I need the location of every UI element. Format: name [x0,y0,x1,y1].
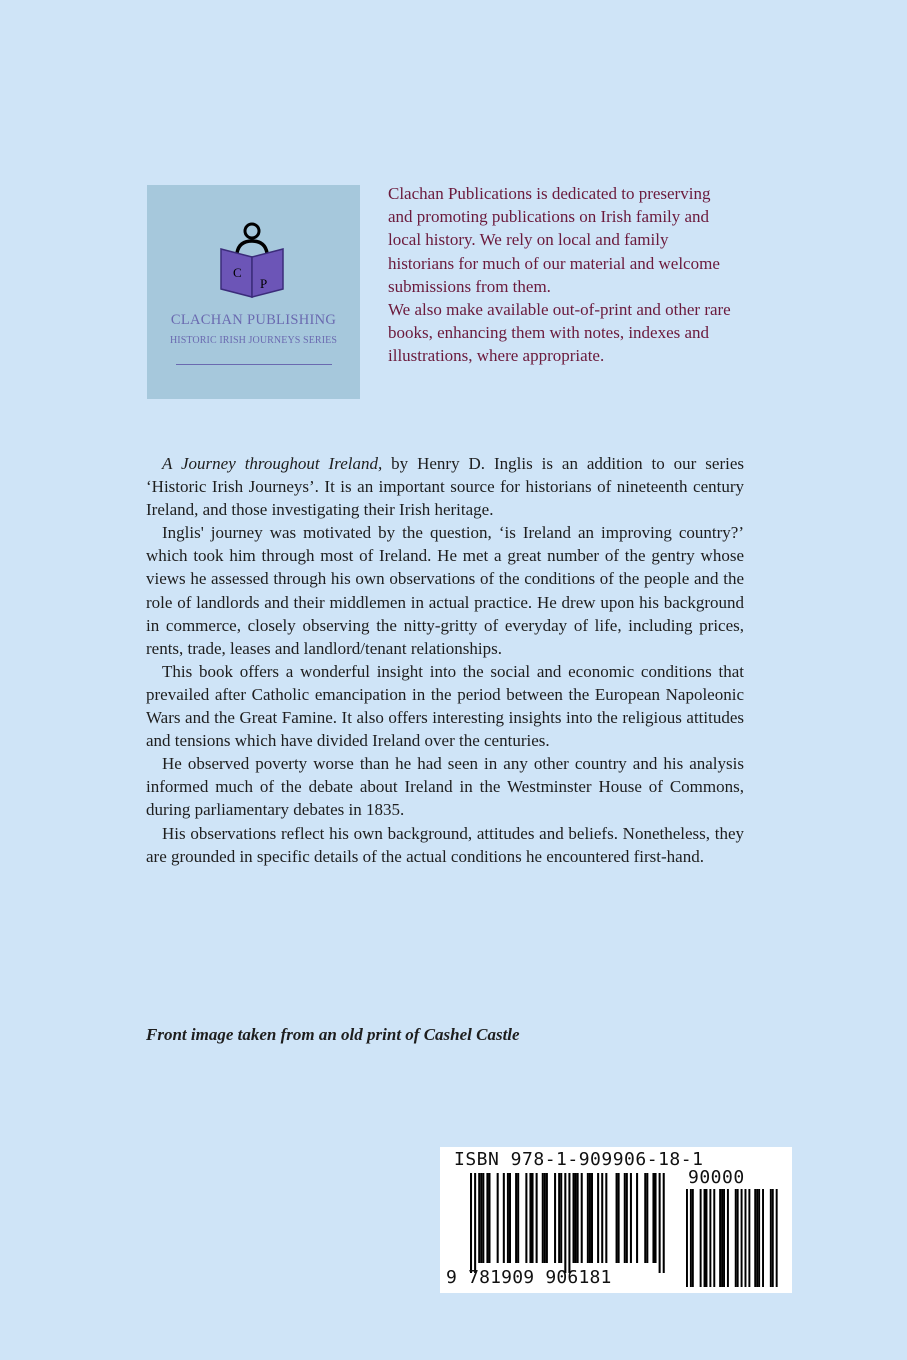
barcode-bar [515,1173,517,1263]
isbn-barcode [440,1147,792,1293]
addon-bar [704,1189,706,1287]
addon-bar [713,1189,715,1287]
barcode-bar [554,1173,556,1263]
barcode-bar [624,1173,626,1263]
description-p2: Inglis' journey was motivated by the question, ‘is Ireland an improving country?’ which took him through most of Ireland. He met a great number of the gentry whose views he assessed through his own observations of the conditions of the people and the role of landlords and their middlemen in actual practice. He drew upon his background in commerce, closely observing the nitty-gritty of everyday of life, including prices, rents, trade, leases and landlord/tenant relationships. [146,523,744,658]
barcode-bar [589,1173,591,1263]
barcode-bar [636,1173,638,1263]
barcode-bar [605,1173,607,1263]
barcode-bar [616,1173,618,1263]
barcode-bar [558,1173,560,1263]
barcode-bar [470,1173,472,1273]
addon-bar [745,1189,747,1287]
addon-bar [700,1189,702,1287]
barcode-bar [536,1173,538,1263]
barcode-bar [503,1173,505,1263]
logo-letter-p: P [260,276,268,291]
description-p1-rest: by Henry D. Inglis is an addition to our series ‘Historic Irish Journeys’. It is an important source for historians of nineteenth century Ireland, and those investigating their Irish heritage. [146,454,744,520]
barcode-bar [507,1173,509,1263]
publisher-blurb [388,182,738,368]
barcode-bar [591,1173,593,1263]
publisher-logo [147,185,360,399]
addon-bar [723,1189,725,1287]
barcode-bar [486,1173,488,1263]
barcode-bar [601,1173,603,1263]
addon-bar [719,1189,721,1287]
barcode-bar [587,1173,589,1263]
description-p3: This book offers a wonderful insight into the social and economic conditions that prevailed after Catholic emancipation in the period between the European Napoleonic Wars and the Great Famine. It also offers interesting insights into the religious attitudes and tensions which have divided Ireland over the centuries. [146,661,744,751]
barcode-bar [663,1173,665,1273]
addon-bar [748,1189,750,1287]
barcode-bar [474,1173,476,1273]
logo-subtitle: HISTORIC IRISH JOURNEYS SERIES [169,335,337,346]
barcode-bar [597,1173,599,1263]
barcode-bar [488,1173,490,1263]
barcode-bar [529,1173,531,1263]
barcode-bar [482,1173,484,1263]
barcode-bar [532,1173,534,1263]
barcode-bar [626,1173,628,1263]
image-credit: Front image taken from an old print of Cashel Castle [146,1025,520,1044]
barcode-bar [577,1173,579,1263]
barcode-bar [546,1173,548,1263]
barcode-bar [655,1173,657,1263]
barcode-bar [525,1173,527,1263]
barcode-bar [544,1173,546,1263]
addon-bar [692,1189,694,1287]
logo-divider [176,364,332,365]
book-description [146,452,744,868]
barcode-bar [575,1173,577,1263]
barcode-bar [564,1173,566,1273]
description-p4: He observed poverty worse than he had seen in any other country and his analysis informed much of the debate about Ireland in the Westminster House of Commons, during parliamentary debates in 1835. [146,754,744,820]
barcode-bar [618,1173,620,1263]
barcode-bar [573,1173,575,1263]
addon-bar [709,1189,711,1287]
barcode-bar [644,1173,646,1263]
barcode-bar [659,1173,661,1273]
barcode-bar [480,1173,482,1263]
description-p1 [146,452,744,521]
addon-bar [737,1189,739,1287]
isbn-label: ISBN 978-1-909906-18-1 [454,1149,704,1170]
barcode-bar [517,1173,519,1263]
addon-bar [770,1189,772,1287]
barcode-bar [581,1173,583,1263]
price-code: 90000 [688,1167,745,1188]
addon-bar [754,1189,756,1287]
publisher-blurb-p1: Clachan Publications is dedicated to preserving and promoting publications on Irish family and local history. We rely on local and family historians for much of our material and welcome submissions from them. [388,184,720,296]
addon-bar [756,1189,758,1287]
addon-bar [721,1189,723,1287]
logo-title: CLACHAN PUBLISHING [170,312,337,328]
barcode-bar [646,1173,648,1263]
addon-bar [762,1189,764,1287]
barcode-bar [497,1173,499,1263]
addon-bar [686,1189,688,1287]
barcode-bar [509,1173,511,1263]
barcode-bar [568,1173,570,1273]
book-title: A Journey throughout Ireland, [162,454,383,473]
addon-bar [772,1189,774,1287]
barcode-bar [652,1173,654,1263]
addon-bar [776,1189,778,1287]
logo-letter-c: C [233,265,242,280]
addon-bar [690,1189,692,1287]
ean-digits: 9 781909 906181 [446,1267,612,1288]
addon-bar [741,1189,743,1287]
addon-bar [706,1189,708,1287]
barcode-bar [478,1173,480,1263]
book-reader-icon [219,219,285,299]
publisher-blurb-p2: We also make available out-of-print and other rare books, enhancing them with notes, indexes and illustrations, where appropriate. [388,300,731,366]
barcode-bar [560,1173,562,1263]
barcode-bar [630,1173,632,1263]
barcode-bar [542,1173,544,1263]
description-p5: His observations reflect his own background, attitudes and beliefs. Nonetheless, they are grounded in specific details of the actual conditions he encountered first-hand. [146,823,744,866]
addon-bar [735,1189,737,1287]
addon-bar [758,1189,760,1287]
addon-bar [727,1189,729,1287]
